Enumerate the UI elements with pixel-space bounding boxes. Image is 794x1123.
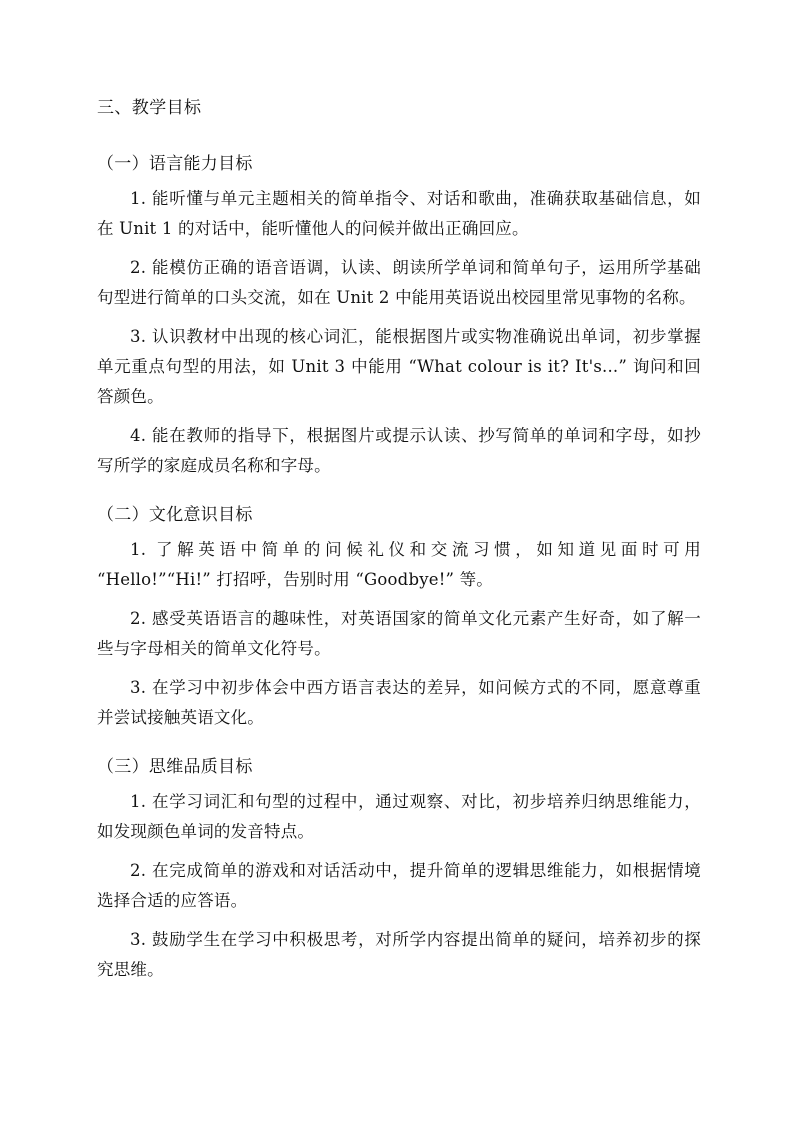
document-content <box>97 94 701 1005</box>
section-heading: （一）语言能力目标 <box>97 154 253 174</box>
objective-item: 1. 在学习词汇和句型的过程中，通过观察、对比，初步培养归纳思维能力，如发现颜色单词的发音特点。 <box>97 792 701 841</box>
objective-item: 1. 了解英语中简单的问候礼仪和交流习惯，如知道见面时可用 “Hello!”“Hi!” 打招呼，告别时用 “Goodbye!” 等。 <box>97 540 701 589</box>
section-language-ability <box>97 150 701 481</box>
objective-item: 3. 认识教材中出现的核心词汇，能根据图片或实物准确说出单词，初步掌握单元重点句型的用法，如 Unit 3 中能用 “What colour is it? It's...” 询问和回答颜色。 <box>97 327 701 406</box>
section-thinking-quality <box>97 753 701 985</box>
section-heading: （二）文化意识目标 <box>97 505 253 525</box>
objective-item: 3. 在学习中初步体会中西方语言表达的差异，如问候方式的不同，愿意尊重并尝试接触英语文化。 <box>97 678 701 727</box>
section-heading: （三）思维品质目标 <box>97 757 253 777</box>
objective-item: 4. 能在教师的指导下，根据图片或提示认读、抄写简单的单词和字母，如抄写所学的家庭成员名称和字母。 <box>97 426 701 475</box>
section-cultural-awareness <box>97 501 701 733</box>
objective-item: 2. 在完成简单的游戏和对话活动中，提升简单的逻辑思维能力，如根据情境选择合适的应答语。 <box>97 861 701 910</box>
objective-item: 1. 能听懂与单元主题相关的简单指令、对话和歌曲，准确获取基础信息，如在 Unit 1 的对话中，能听懂他人的问候并做出正确回应。 <box>97 189 701 238</box>
objective-item: 3. 鼓励学生在学习中积极思考，对所学内容提出简单的疑问，培养初步的探究思维。 <box>97 930 701 979</box>
objective-item: 2. 感受英语语言的趣味性，对英语国家的简单文化元素产生好奇，如了解一些与字母相关的简单文化符号。 <box>97 609 701 658</box>
main-heading: 三、教学目标 <box>97 98 202 118</box>
objective-item: 2. 能模仿正确的语音语调，认读、朗读所学单词和简单句子，运用所学基础句型进行简单的口头交流，如在 Unit 2 中能用英语说出校园里常见事物的名称。 <box>97 258 701 307</box>
